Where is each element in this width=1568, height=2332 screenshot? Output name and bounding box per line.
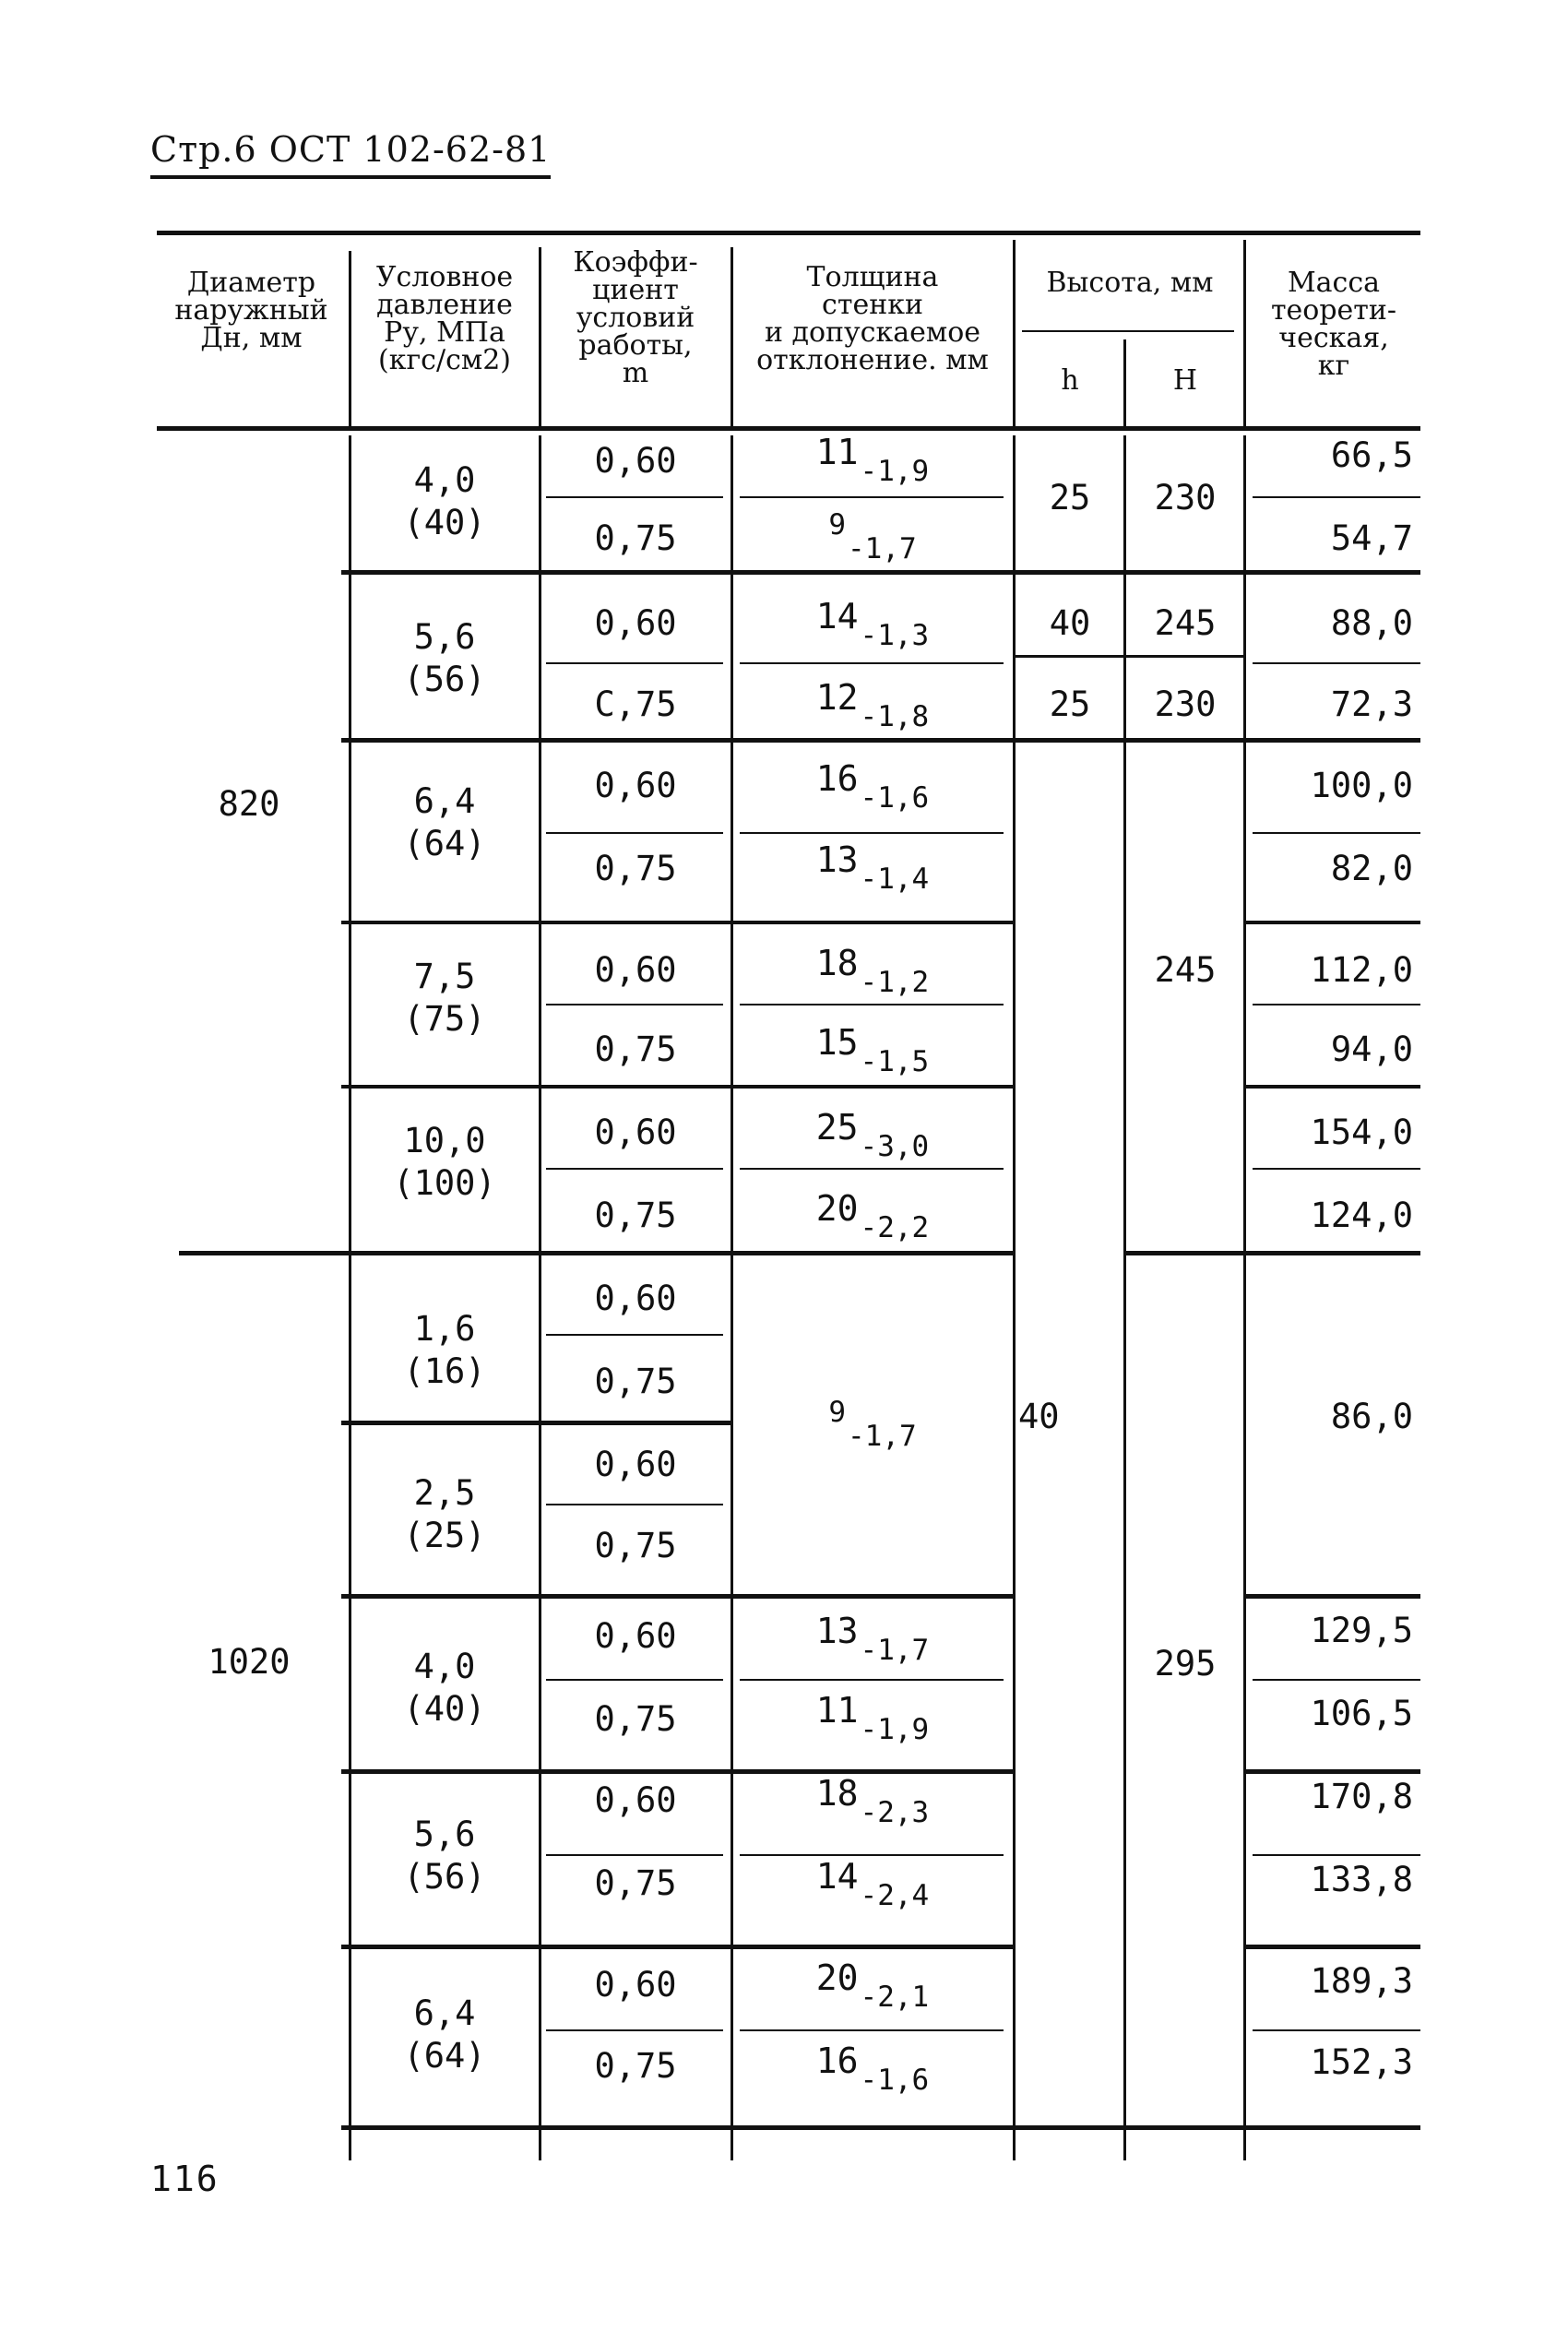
coef-cell: 0,60 (594, 1780, 677, 1820)
coef-cell: 0,60 (594, 441, 677, 481)
pressure-cell: 6,4 (64) (403, 781, 486, 863)
mass-value: 72,3 (1330, 684, 1413, 724)
coef-cell: 0,60 (594, 603, 677, 643)
header-height: Высота, мм (1046, 267, 1214, 299)
H-value: 230 (1154, 684, 1217, 724)
rule (1243, 1769, 1420, 1774)
rule (341, 570, 1420, 575)
pressure-cell: 2,5 (25) (403, 1473, 486, 1555)
rule (341, 1594, 1015, 1599)
mass-value: 129,5 (1310, 1611, 1413, 1650)
rule (740, 1004, 1004, 1005)
rule (1253, 496, 1420, 498)
thickness-cell: 13-1,4 (815, 839, 930, 896)
thickness-cell: 18-1,2 (815, 943, 930, 999)
thickness-cell: 20-2,1 (815, 1957, 930, 2014)
rule (740, 662, 1004, 664)
diameter-1020: 1020 (208, 1642, 291, 1682)
mass-value: 124,0 (1310, 1196, 1413, 1235)
thickness-cell: 12-1,8 (815, 677, 930, 733)
header-H: H (1172, 364, 1198, 397)
rule (349, 435, 351, 2160)
rule (1243, 1945, 1420, 1949)
thickness-cell: 14-2,4 (815, 1856, 930, 1912)
pressure-cell: 10,0 (100) (393, 1121, 496, 1203)
pressure-cell: 5,6 (56) (403, 1814, 486, 1897)
rule (1013, 435, 1016, 2160)
rule (546, 1004, 723, 1005)
rule (1123, 339, 1126, 426)
mass-value: 154,0 (1310, 1112, 1413, 1152)
rule (341, 1085, 1015, 1089)
mass-value: 106,5 (1310, 1694, 1413, 1733)
thickness-cell: 14-1,3 (815, 596, 930, 652)
coef-cell: 0,60 (594, 1279, 677, 1318)
H-value: 245 (1154, 950, 1217, 990)
header-mass: Масса теорети- ческая, кг (1270, 267, 1397, 382)
page-number: 116 (150, 2159, 220, 2199)
rule (1013, 240, 1016, 426)
rule (1253, 2029, 1420, 2031)
coef-cell: 0,60 (594, 766, 677, 805)
h-value: 40 (1049, 603, 1091, 643)
rule (179, 1251, 1015, 1255)
coef-cell: 0,75 (594, 1029, 677, 1069)
rule (1243, 1085, 1420, 1089)
pressure-cell: 5,6 (56) (403, 617, 486, 699)
coef-cell: 0,75 (594, 2046, 677, 2086)
rule (1253, 1679, 1420, 1681)
rule (731, 435, 733, 2160)
rule (740, 1679, 1004, 1681)
rule (539, 435, 541, 2160)
thickness-cell: 18-2,3 (815, 1773, 930, 1829)
mass-value: 86,0 (1330, 1397, 1413, 1436)
header-thickness: Толщина стенки и допускаемое отклонение. мм (756, 261, 989, 376)
pressure-cell: 7,5 (75) (403, 957, 486, 1039)
rule (1253, 662, 1420, 664)
rule (740, 2029, 1004, 2031)
diameter-820: 820 (218, 784, 280, 824)
h-value: 25 (1049, 478, 1091, 518)
rule (341, 738, 1420, 743)
pressure-cell: 4,0 (40) (403, 1647, 486, 1729)
rule (341, 1945, 1015, 1949)
rule (546, 1854, 723, 1856)
header-diameter: Диаметр наружный Дн, мм (174, 267, 328, 354)
rule (740, 1168, 1004, 1170)
mass-value: 82,0 (1330, 849, 1413, 888)
coef-cell: 0,60 (594, 1112, 677, 1152)
rule (546, 1679, 723, 1681)
rule (349, 251, 351, 426)
coef-cell: 0,75 (594, 849, 677, 888)
rule (1243, 921, 1420, 924)
pressure-cell: 6,4 (64) (403, 1993, 486, 2076)
h-value: 25 (1049, 684, 1091, 724)
coef-cell: 0,75 (594, 1699, 677, 1739)
mass-value: 133,8 (1310, 1860, 1413, 1899)
rule (341, 2125, 1420, 2130)
page-header: Стр.6 ОСТ 102-62-81 (150, 129, 551, 179)
rule (546, 662, 723, 664)
header-bottom-rule (157, 426, 1420, 431)
mass-value: 170,8 (1310, 1777, 1413, 1816)
mass-value: 100,0 (1310, 766, 1413, 805)
table-top-rule (157, 231, 1420, 235)
rule (1253, 1004, 1420, 1005)
rule (740, 832, 1004, 834)
thickness-cell: 15-1,5 (815, 1022, 930, 1078)
header-pressure: Условное давление Ру, МПа (кгс/см2) (375, 261, 514, 376)
coef-cell: 0,60 (594, 1616, 677, 1656)
thickness-cell: 16-1,6 (815, 758, 930, 815)
rule (1243, 1594, 1420, 1599)
thickness-cell: 20-2,2 (815, 1188, 930, 1244)
rule (1253, 1168, 1420, 1170)
rule (1253, 832, 1420, 834)
rule (341, 1421, 732, 1425)
thickness-cell: 16-1,6 (815, 2040, 930, 2097)
mass-value: 94,0 (1330, 1029, 1413, 1069)
mass-value: 152,3 (1310, 2042, 1413, 2082)
rule (546, 2029, 723, 2031)
thickness-cell: 9-1,7 (828, 1396, 917, 1453)
H-value: 230 (1154, 478, 1217, 518)
coef-cell: 0,60 (594, 950, 677, 990)
rule (1243, 435, 1246, 2160)
rule (546, 1334, 723, 1336)
pipe-specification-table (157, 231, 1420, 2140)
rule (546, 832, 723, 834)
rule (341, 921, 1015, 924)
header-coefficient: Коэффи- циент условий работы, m (573, 246, 698, 389)
rule (731, 247, 733, 426)
mass-value: 88,0 (1330, 603, 1413, 643)
rule (740, 496, 1004, 498)
H-value: 295 (1154, 1644, 1217, 1684)
rule (1123, 435, 1126, 2160)
coef-cell: 0,75 (594, 1362, 677, 1401)
h-value: 40 (1018, 1397, 1060, 1436)
thickness-cell: 13-1,7 (815, 1611, 930, 1667)
coef-cell: 0,75 (594, 1526, 677, 1565)
pressure-cell: 1,6 (16) (403, 1309, 486, 1391)
rule (546, 1168, 723, 1170)
rule (546, 496, 723, 498)
mass-value: 189,3 (1310, 1961, 1413, 2001)
thickness-cell: 11-1,9 (815, 1690, 930, 1746)
rule (546, 1504, 723, 1505)
pressure-cell: 4,0 (40) (403, 460, 486, 542)
thickness-cell: 11-1,9 (815, 432, 930, 488)
rule (1022, 330, 1234, 332)
coef-cell: 0,75 (594, 1196, 677, 1235)
thickness-cell: 9-1,7 (828, 508, 917, 565)
coef-cell: 0,75 (594, 518, 677, 558)
rule (1243, 240, 1246, 426)
mass-value: 112,0 (1310, 950, 1413, 990)
rule (1253, 1854, 1420, 1856)
coef-cell: 0,60 (594, 1965, 677, 2005)
coef-cell: С,75 (594, 684, 677, 724)
rule (539, 247, 541, 426)
header-h: h (1061, 364, 1079, 397)
mass-value: 66,5 (1330, 435, 1413, 475)
coef-cell: 0,60 (594, 1445, 677, 1484)
coef-cell: 0,75 (594, 1863, 677, 1903)
H-value: 245 (1154, 603, 1217, 643)
rule (1125, 1251, 1420, 1255)
mass-value: 54,7 (1330, 518, 1413, 558)
rule (1013, 655, 1243, 658)
thickness-cell: 25-3,0 (815, 1107, 930, 1163)
